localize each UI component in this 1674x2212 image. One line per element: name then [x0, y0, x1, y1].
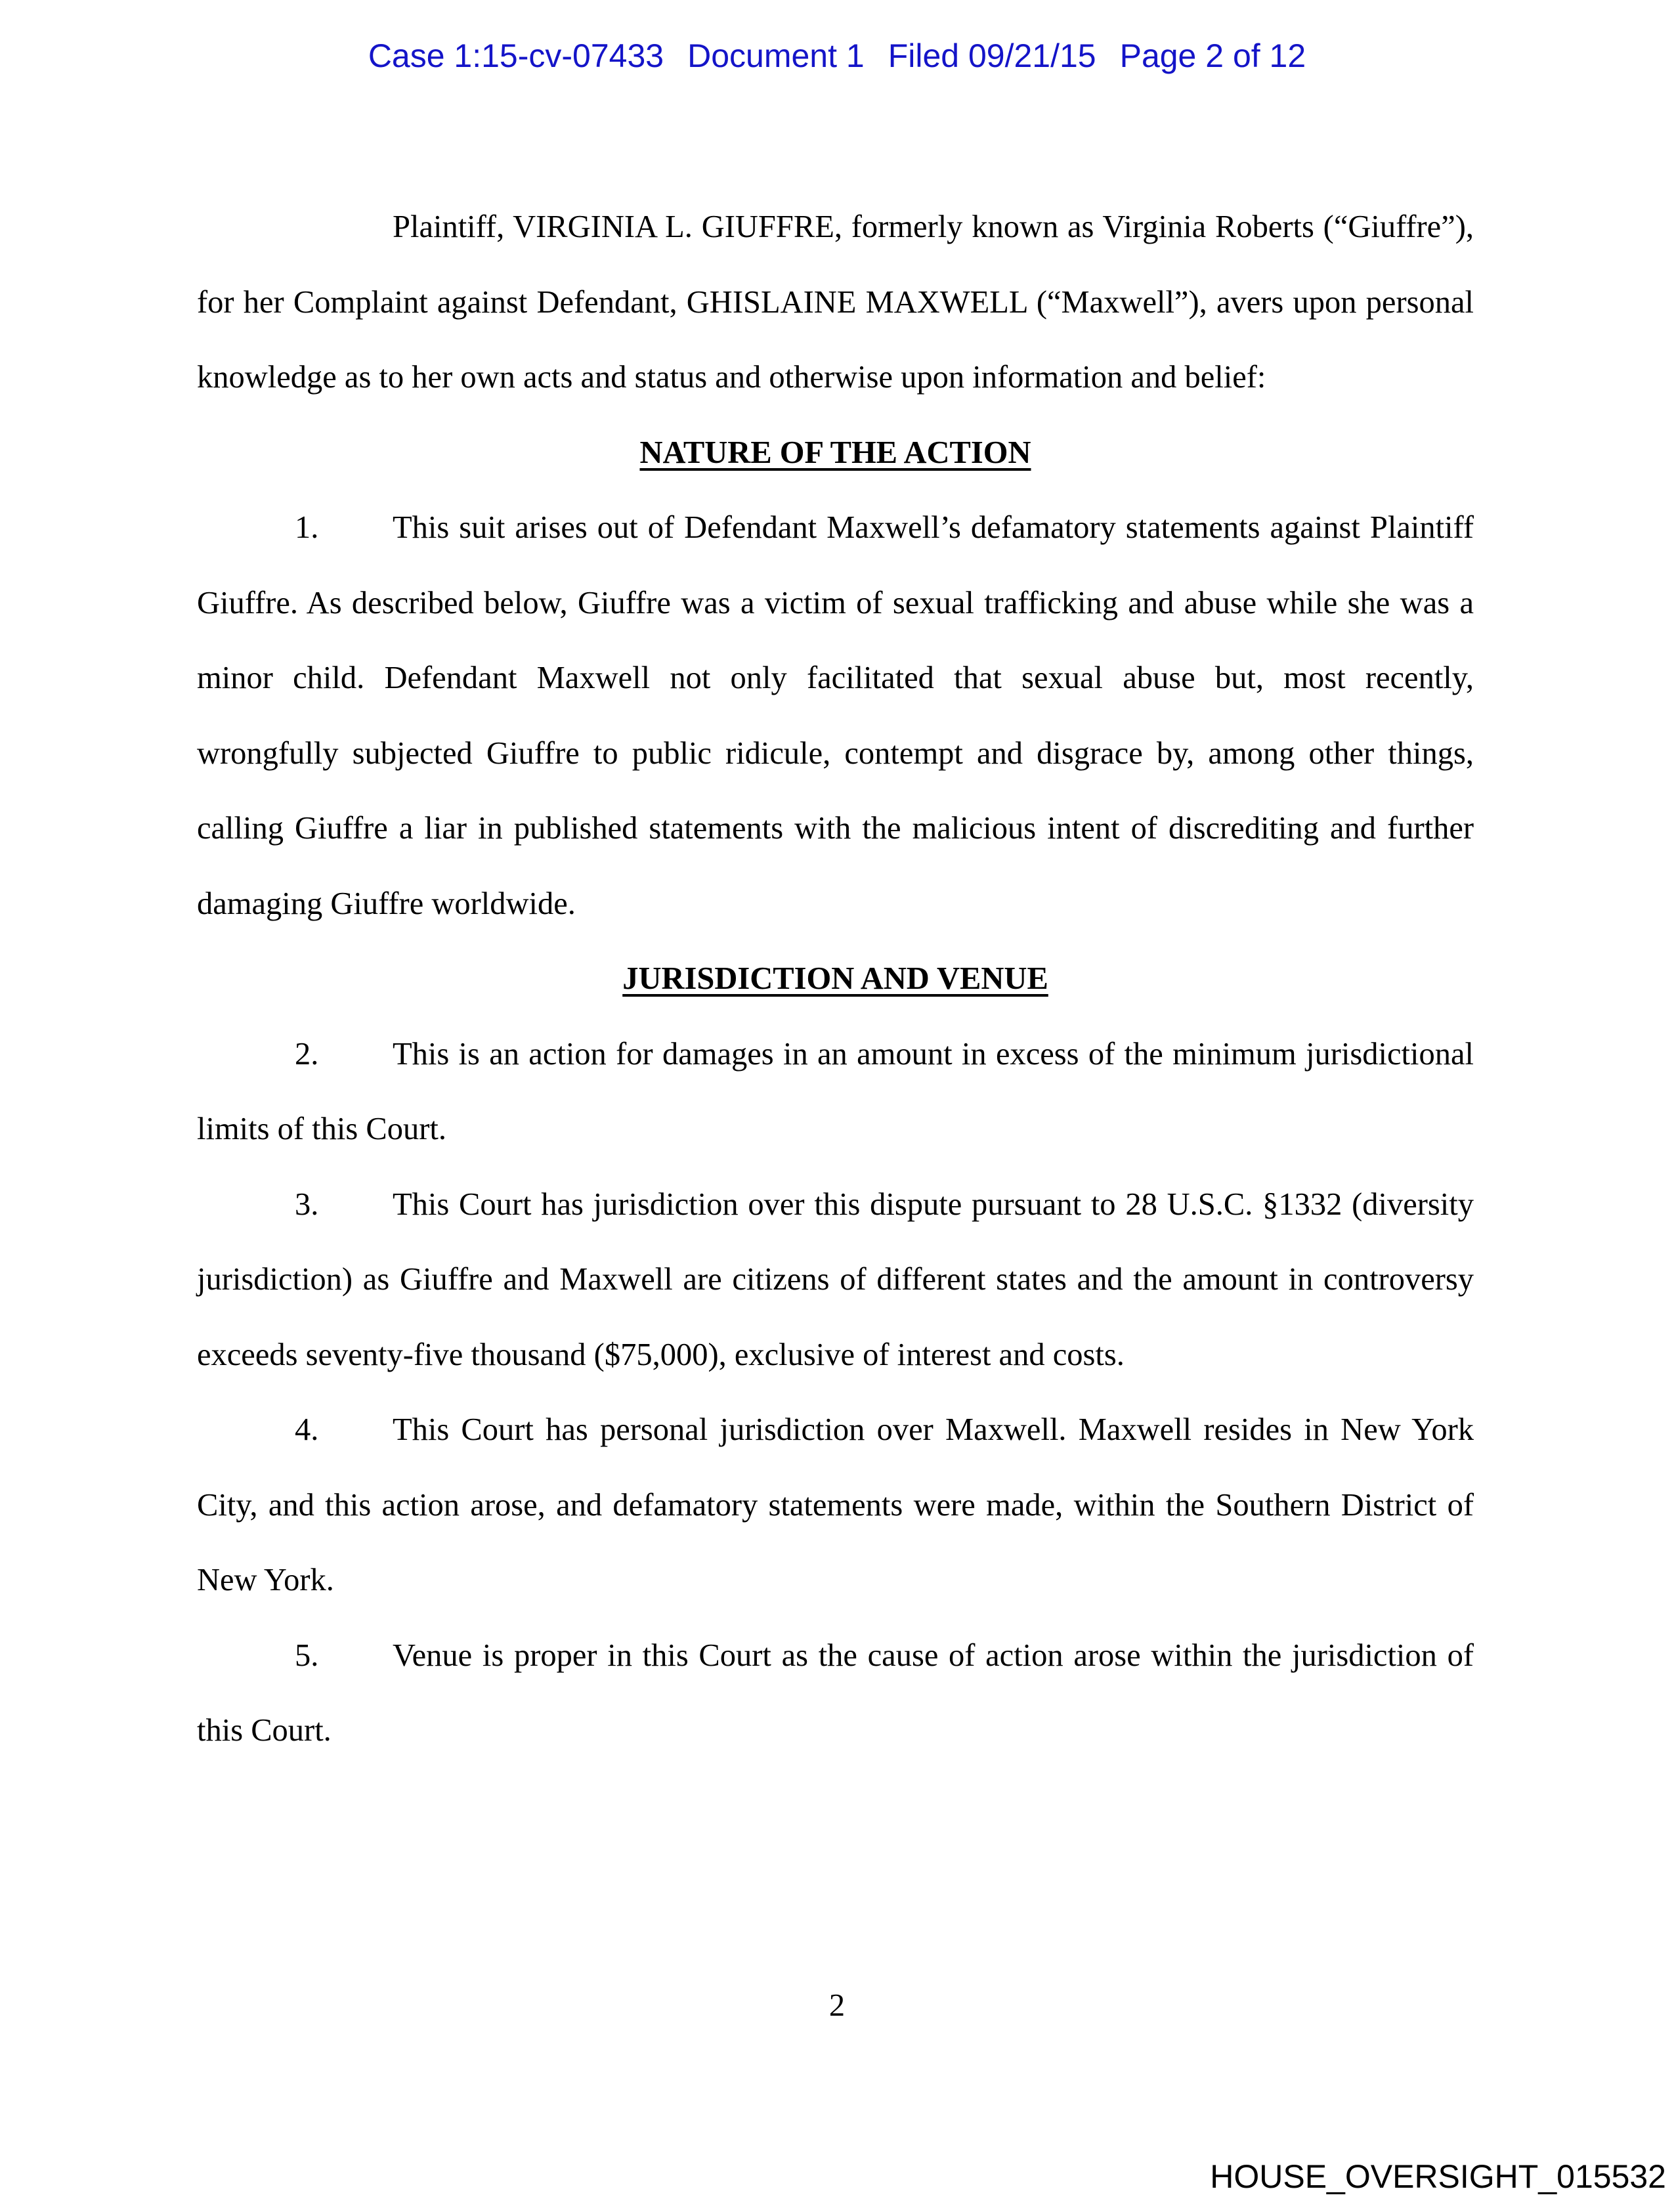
paragraph-number: 1.: [295, 510, 319, 545]
numbered-paragraph: [197, 490, 1474, 942]
bates-stamp: HOUSE_OVERSIGHT_015532: [1210, 2158, 1666, 2195]
page-number: 2: [828, 1988, 846, 2023]
case-number: Case 1:15-cv-07433: [368, 37, 664, 74]
paragraph-number: 2.: [295, 1036, 319, 1072]
paragraph-number: 5.: [295, 1637, 319, 1673]
numbered-paragraph: [197, 1167, 1474, 1393]
document-number: Document 1: [687, 37, 865, 74]
numbered-paragraph: [197, 1393, 1474, 1618]
section-heading-nature-of-action: NATURE OF THE ACTION: [639, 435, 1031, 470]
page-of-total: Page 2 of 12: [1119, 37, 1306, 74]
paragraph-text: This is an action for damages in an amount in excess of the minimum jurisdictional limits of this Court.: [197, 1036, 1474, 1146]
intro-paragraph: [197, 190, 1474, 416]
intro-text: Plaintiff, VIRGINIA L. GIUFFRE, formerly known as Virginia Roberts (“Giuffre”), for her Complaint against Defendant, GHISLAINE MAXWELL (“Maxwell”), avers upon personal knowledge as to her own acts and status and otherwise upon information and belief:: [197, 209, 1474, 395]
document-body: [197, 190, 1474, 1769]
paragraph-text: This suit arises out of Defendant Maxwell’s defamatory statements against Plaintiff Giuffre. As described below, Giuffre was a victim of sexual trafficking and abuse while she was a minor child. Defendant Maxwell not only facilitated that sexual abuse but, most recently, wrongfully subjected Giuffre to public ridicule, contempt and disgrace by, among other things, calling Giuffre a liar in published statements with the malicious intent of discrediting and further damaging Giuffre worldwide.: [197, 510, 1474, 921]
paragraph-text: This Court has jurisdiction over this dispute pursuant to 28 U.S.C. §1332 (diversity jurisdiction) as Giuffre and Maxwell are citizens of different states and the amount in controversy exceeds seventy-five thousand ($75,000), exclusive of interest and costs.: [197, 1186, 1474, 1372]
paragraph-text: Venue is proper in this Court as the cause of action arose within the jurisdiction of this Court.: [197, 1637, 1474, 1748]
paragraph-text: This Court has personal jurisdiction over Maxwell. Maxwell resides in New York City, and this action arose, and defamatory statements were made, within the Southern District of New York.: [197, 1412, 1474, 1597]
paragraph-number: 3.: [295, 1186, 319, 1222]
section-heading-jurisdiction-and-venue: JURISDICTION AND VENUE: [622, 961, 1048, 996]
ecf-header: [0, 33, 1674, 79]
paragraph-number: 4.: [295, 1412, 319, 1447]
numbered-paragraph: [197, 1618, 1474, 1769]
numbered-paragraph: [197, 1017, 1474, 1167]
filed-date: Filed 09/21/15: [888, 37, 1096, 74]
